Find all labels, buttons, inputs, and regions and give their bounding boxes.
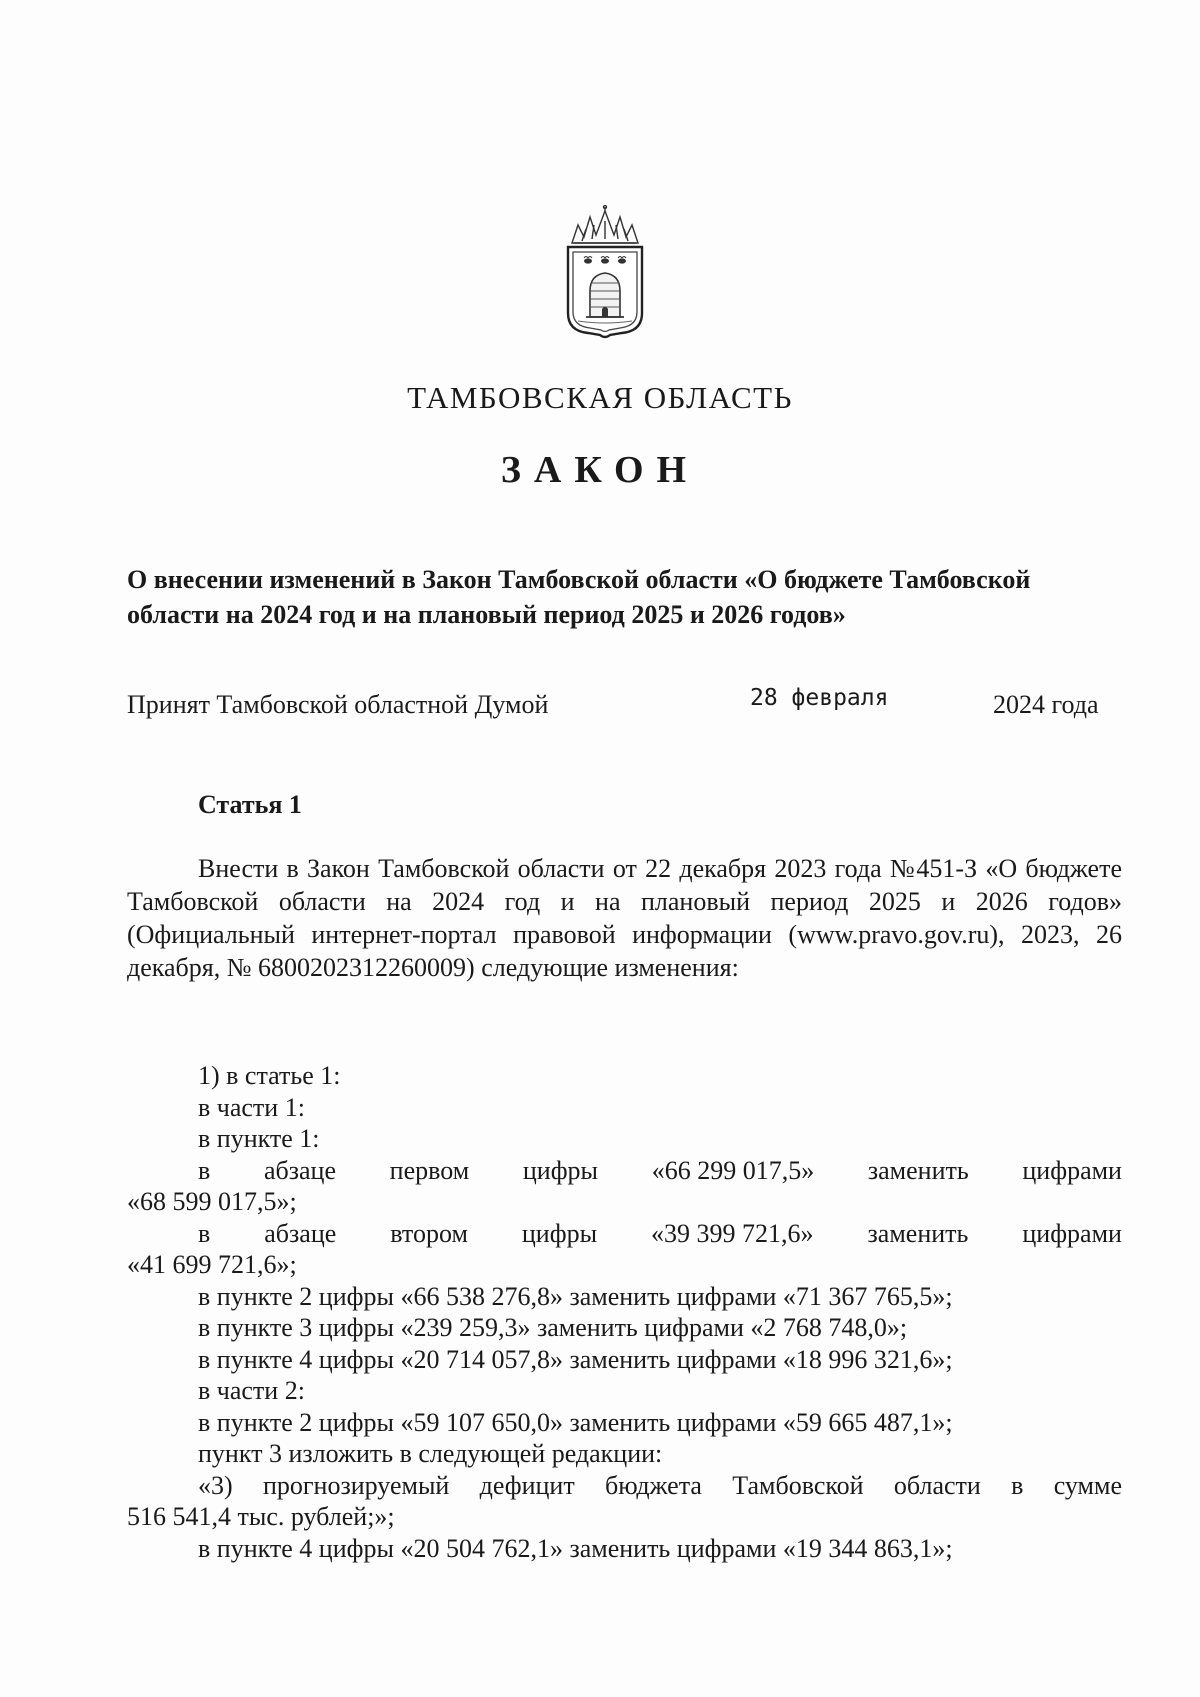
list-item-justified: в абзаце первом цифры «66 299 017,5» заменить цифрами [198, 1155, 1122, 1185]
list-item: в пункте 3 цифры «239 259,3» заменить цифрами «2 768 748,0»; [198, 1313, 908, 1342]
list-item: 1) в статье 1: [198, 1061, 341, 1090]
list-item: в пункте 2 цифры «59 107 650,0» заменить цифрами «59 665 487,1»; [198, 1407, 953, 1437]
list-item-text: «3) прогнозируемый дефицит бюджета Тамбовской области в сумме [198, 1470, 1122, 1500]
adoption-authority: Принят Тамбовской областной Думой [127, 690, 549, 719]
list-item-justified: в абзаце втором цифры «39 399 721,6» заменить цифрами [198, 1218, 1122, 1248]
document-type: ЗАКОН [500, 449, 700, 491]
list-item: в части 2: [198, 1376, 305, 1405]
amendments-list [127, 1060, 1122, 1564]
list-item: в пункте 2 цифры «66 538 276,8» заменить цифрами «71 367 765,5»; [198, 1281, 953, 1311]
article-intro-text: Внести в Закон Тамбовской области от 22 декабря 2023 года №451-З «О бюджете Тамбовской области на 2024 год и на плановый период 2025 и 2026 годов» (Официальный интернет-портал правовой информации (www.pravo.gov.ru), 2023, 26 декабря, № 6800202312260009) следующие изменения: [127, 854, 1122, 982]
adoption-year: 2024 года [993, 690, 1099, 719]
list-item: в пункте 1: [198, 1124, 320, 1153]
law-title-line: области на 2024 год и на плановый период 2025 и 2026 годов» [127, 600, 846, 629]
article-heading: Статья 1 [198, 790, 302, 819]
law-title-line: О внесении изменений в Закон Тамбовской области «О бюджете Тамбовской [127, 565, 1031, 594]
list-item: пункт 3 изложить в следующей редакции: [198, 1439, 663, 1468]
list-item-continuation: 516 541,4 тыс. рублей;»; [127, 1502, 395, 1531]
list-item-continuation: «41 699 721,6»; [127, 1250, 297, 1279]
list-item-justified [127, 1470, 1122, 1502]
list-item: в части 1: [198, 1092, 305, 1122]
coat-of-arms-emblem [560, 205, 650, 340]
law-title [127, 562, 1127, 632]
list-item: в пункте 4 цифры «20 504 762,1» заменить цифрами «19 344 863,1»; [198, 1533, 953, 1563]
article-intro-paragraph [127, 852, 1122, 984]
list-item: в пункте 4 цифры «20 714 057,8» заменить цифрами «18 996 321,6»; [198, 1344, 953, 1374]
adoption-date: 28 февраля [750, 685, 889, 711]
list-item-continuation: «68 599 017,5»; [127, 1187, 297, 1216]
region-name: ТАМБОВСКАЯ ОБЛАСТЬ [407, 380, 793, 415]
